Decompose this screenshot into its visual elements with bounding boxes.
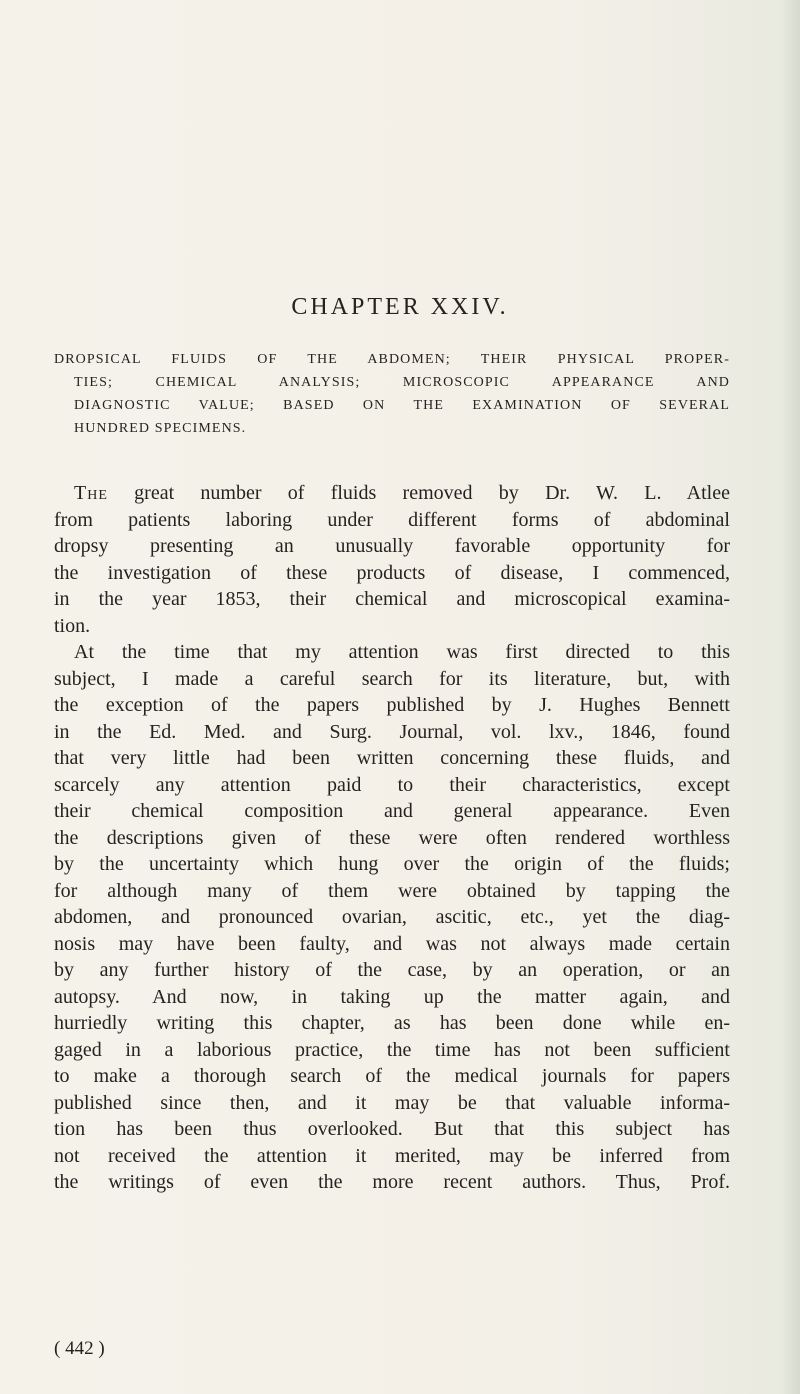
summary-line: TIES; CHEMICAL ANALYSIS; MICROSCOPIC APPEARANCE AND — [74, 375, 730, 390]
summary-line: DROPSICAL FLUIDS OF THE ABDOMEN; THEIR PHYSICAL PROPER- — [54, 352, 730, 367]
paragraph-line: gaged in a laborious practice, the time has not been sufficient — [54, 1038, 730, 1061]
summary-line: DIAGNOSTIC VALUE; BASED ON THE EXAMINATION OF SEVERAL — [74, 398, 730, 413]
paragraph-line: that very little had been written concerning these fluids, and — [54, 747, 730, 769]
paragraph-line: At the time that my attention was first directed to this — [74, 641, 730, 663]
paragraph-line: the writings of even the more recent authors. Thus, Prof. — [54, 1171, 730, 1193]
summary-line: HUNDRED SPECIMENS. — [74, 421, 247, 436]
paragraph-line: tion. — [54, 614, 91, 637]
chapter-title: CHAPTER XXIV. — [291, 294, 509, 320]
paragraph-line: the descriptions given of these were often rendered worthless — [54, 826, 730, 849]
paragraph-1 — [54, 480, 730, 639]
paragraph-line: for although many of them were obtained by tapping the — [54, 879, 730, 902]
paragraph-line: the exception of the papers published by J. Hughes Bennett — [54, 694, 730, 716]
chapter-body — [54, 480, 730, 1196]
paragraph-line: scarcely any attention paid to their characteristics, except — [54, 773, 730, 796]
paragraph-2 — [54, 639, 730, 1196]
paragraph-line: in the Ed. Med. and Surg. Journal, vol. lxv., 1846, found — [54, 720, 730, 743]
paragraph-line: hurriedly writing this chapter, as has been done while en- — [54, 1012, 730, 1034]
page-number: ( 442 ) — [54, 1338, 105, 1359]
paragraph-line: dropsy presenting an unusually favorable opportunity for — [54, 535, 730, 557]
paragraph-line: published since then, and it may be that valuable informa- — [54, 1091, 730, 1114]
paragraph-line: tion has been thus overlooked. But that this subject has — [54, 1118, 730, 1140]
page-edge-shadow — [782, 0, 800, 1394]
paragraph-line: abdomen, and pronounced ovarian, ascitic, etc., yet the diag- — [54, 906, 730, 928]
paragraph-line: not received the attention it merited, may be inferred from — [54, 1144, 730, 1167]
paragraph-line: the investigation of these products of disease, I commenced, — [54, 561, 730, 584]
paragraph-line: by the uncertainty which hung over the origin of the fluids; — [54, 853, 730, 875]
paragraph-line: to make a thorough search of the medical journals for papers — [54, 1065, 730, 1087]
paragraph-line: nosis may have been faulty, and was not always made certain — [54, 932, 730, 955]
paragraph-line: from patients laboring under different forms of abdominal — [54, 508, 730, 531]
paragraph-line: in the year 1853, their chemical and microscopical examina- — [54, 588, 730, 610]
paragraph-lead-word: The — [74, 482, 108, 504]
chapter-summary — [54, 348, 730, 440]
paragraph-line — [54, 480, 730, 507]
paragraph-line: autopsy. And now, in taking up the matter again, and — [54, 985, 730, 1008]
paragraph-line: subject, I made a careful search for its literature, but, with — [54, 667, 730, 690]
paragraph-line: by any further history of the case, by an operation, or an — [54, 959, 730, 981]
paragraph-line-text: great number of fluids removed by Dr. W. L. Atlee — [107, 482, 730, 504]
paragraph-line: their chemical composition and general appearance. Even — [54, 800, 730, 822]
